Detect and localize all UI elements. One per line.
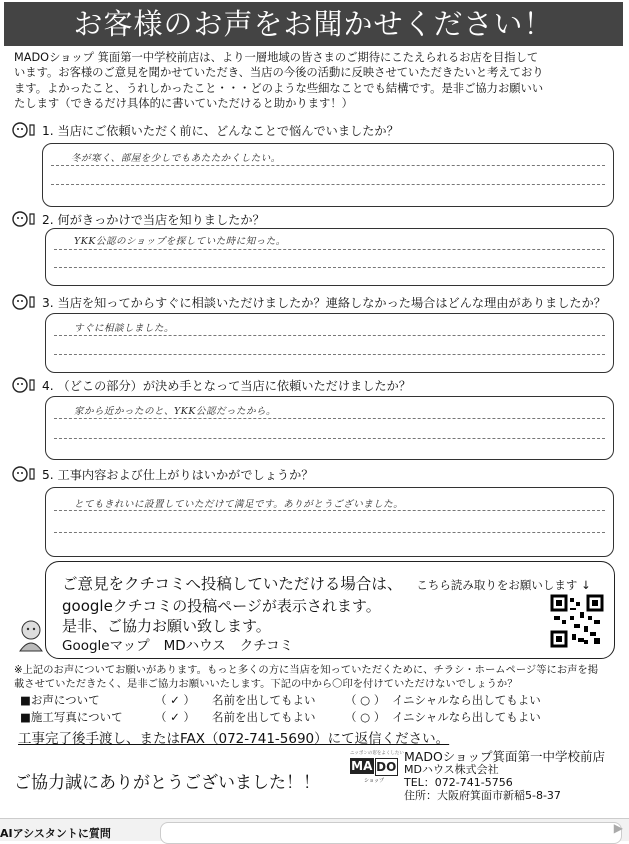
address: 住所：大阪府箕面市新稲5-8-37 (404, 789, 561, 802)
speech-person-icon (12, 210, 38, 228)
consent-mark[interactable]: （ ○ ） (345, 710, 386, 724)
qr-code-icon[interactable] (550, 594, 604, 648)
mado-shop-logo (350, 750, 404, 802)
consent-mark[interactable]: （ ✓ ） (155, 693, 195, 707)
intro-line: ます。よかったこと、うれしかったこと・・・どのような些細なことでも結構です。是非ご協力お願いい (14, 81, 544, 95)
ai-assistant-bar (0, 818, 629, 841)
return-instructions: 工事完了後手渡し、またはFAX（072-741-5690）にて返信ください。 (18, 731, 450, 747)
handwritten-answer: すぐに相談しました。 (74, 323, 175, 334)
speech-person-icon (12, 465, 38, 483)
callout-line: 是非、ご協力お願い致します。 (62, 617, 271, 635)
question-3 (12, 293, 606, 311)
publication-note (14, 664, 614, 691)
search-keywords (62, 634, 307, 654)
question-label: 2. 何がきっかけで当店を知りましたか？ (42, 212, 265, 227)
speech-person-icon (12, 376, 38, 394)
logo-tagline: ニッポンの窓をよくしたい (350, 751, 404, 756)
answer-box-5[interactable] (45, 487, 614, 557)
handwritten-answer: YKK公認のショップを探していた時に知った。 (74, 236, 286, 247)
callout-line: ご意見をクチコミへ投稿していただける場合は、 (62, 575, 403, 593)
speech-person-icon (12, 293, 38, 311)
consent-label: ■お声について (20, 693, 100, 707)
consent-option: 名前を出してもよい (212, 710, 316, 724)
intro-line: MADOショップ 箕面第一中学校前店は、より一層地域の皆さまのご期待にこたえられるお店を目指して (14, 51, 539, 64)
page-title: お客様のお声をお聞かせください！ (4, 2, 623, 46)
handwritten-answer: 冬が寒く、部屋を少しでもあたたかくしたい。 (71, 153, 281, 164)
logo-sub: ショップ (364, 778, 384, 784)
consent-option: イニシャルなら出してもよい (392, 693, 541, 707)
intro-line: います。お客様のご意見を聞かせていただき、当店の今後の活動に反映させていただきたいと考えており (14, 66, 544, 80)
logo-letters: DO (376, 760, 397, 774)
question-4 (12, 376, 411, 394)
ai-assistant-label: AIアシスタントに質問 (0, 827, 111, 840)
speech-person-icon (12, 121, 38, 139)
intro-paragraph (14, 50, 614, 112)
mascot-character-icon (14, 618, 48, 652)
callout-line: googleクチコミの投稿ページが表示されます。 (62, 597, 381, 615)
company-name: MDハウス株式会社 (404, 763, 499, 776)
question-label: 4. （どこの部分）が決め手となって当店に依頼いただけましたか？ (42, 378, 411, 393)
consent-option: イニシャルなら出してもよい (392, 710, 541, 724)
handwritten-answer: とてもきれいに設置していただけて満足です。ありがとうございました。 (74, 499, 404, 510)
phone-number: TEL：072-741-5756 (404, 776, 513, 789)
answer-box-3[interactable] (45, 313, 614, 373)
note-line: 載させていただきたく、是非ご協力お願いいたします。下記の中から〇印を付けていただけないでしょうか？ (14, 677, 518, 690)
thanks-message: ご協力誠にありがとうございました！！ (14, 773, 320, 793)
review-callout (45, 561, 615, 659)
note-line: ※上記のお声についてお願いがあります。もっと多くの方に当店を知っていただくために、チラシ・ホームページ等にお声を掲 (14, 664, 599, 676)
consent-label: ■施工写真について (20, 710, 123, 724)
qr-hint: こちら読み取りをお願いします ↓ (416, 578, 591, 592)
intro-line: たします（できるだけ具体的に書いていただけると助かります！） (14, 97, 353, 111)
question-2 (12, 210, 265, 228)
send-icon[interactable]: ▶ (613, 821, 623, 835)
keyword: Googleマップ (62, 638, 150, 654)
keyword: MDハウス (163, 638, 226, 654)
company-info (404, 750, 605, 802)
logo-letters: MA (351, 759, 373, 773)
answer-box-4[interactable] (45, 396, 614, 460)
question-5 (12, 465, 313, 483)
consent-mark[interactable]: （ ✓ ） (155, 710, 195, 724)
keyword: クチコミ (239, 638, 294, 654)
answer-box-1[interactable] (42, 143, 614, 207)
question-label: 3. 当店を知ってからすぐに相談いただけましたか？連絡しなかった場合はどんな理由がありましたか？ (42, 295, 606, 310)
answer-box-2[interactable] (45, 228, 614, 286)
question-1 (12, 121, 399, 139)
handwritten-answer: 家から近かったのと、YKK公認だったから。 (74, 406, 276, 417)
ai-question-input[interactable] (160, 822, 622, 844)
question-label: 5. 工事内容および仕上がりはいかがでしょうか？ (42, 467, 314, 482)
question-label: 1. 当店にご依頼いただく前に、どんなことで悩んでいましたか？ (42, 123, 399, 138)
consent-mark[interactable]: （ ○ ） (345, 693, 386, 707)
consent-option: 名前を出してもよい (212, 693, 316, 707)
shop-name: MADOショップ箕面第一中学校前店 (404, 749, 606, 764)
